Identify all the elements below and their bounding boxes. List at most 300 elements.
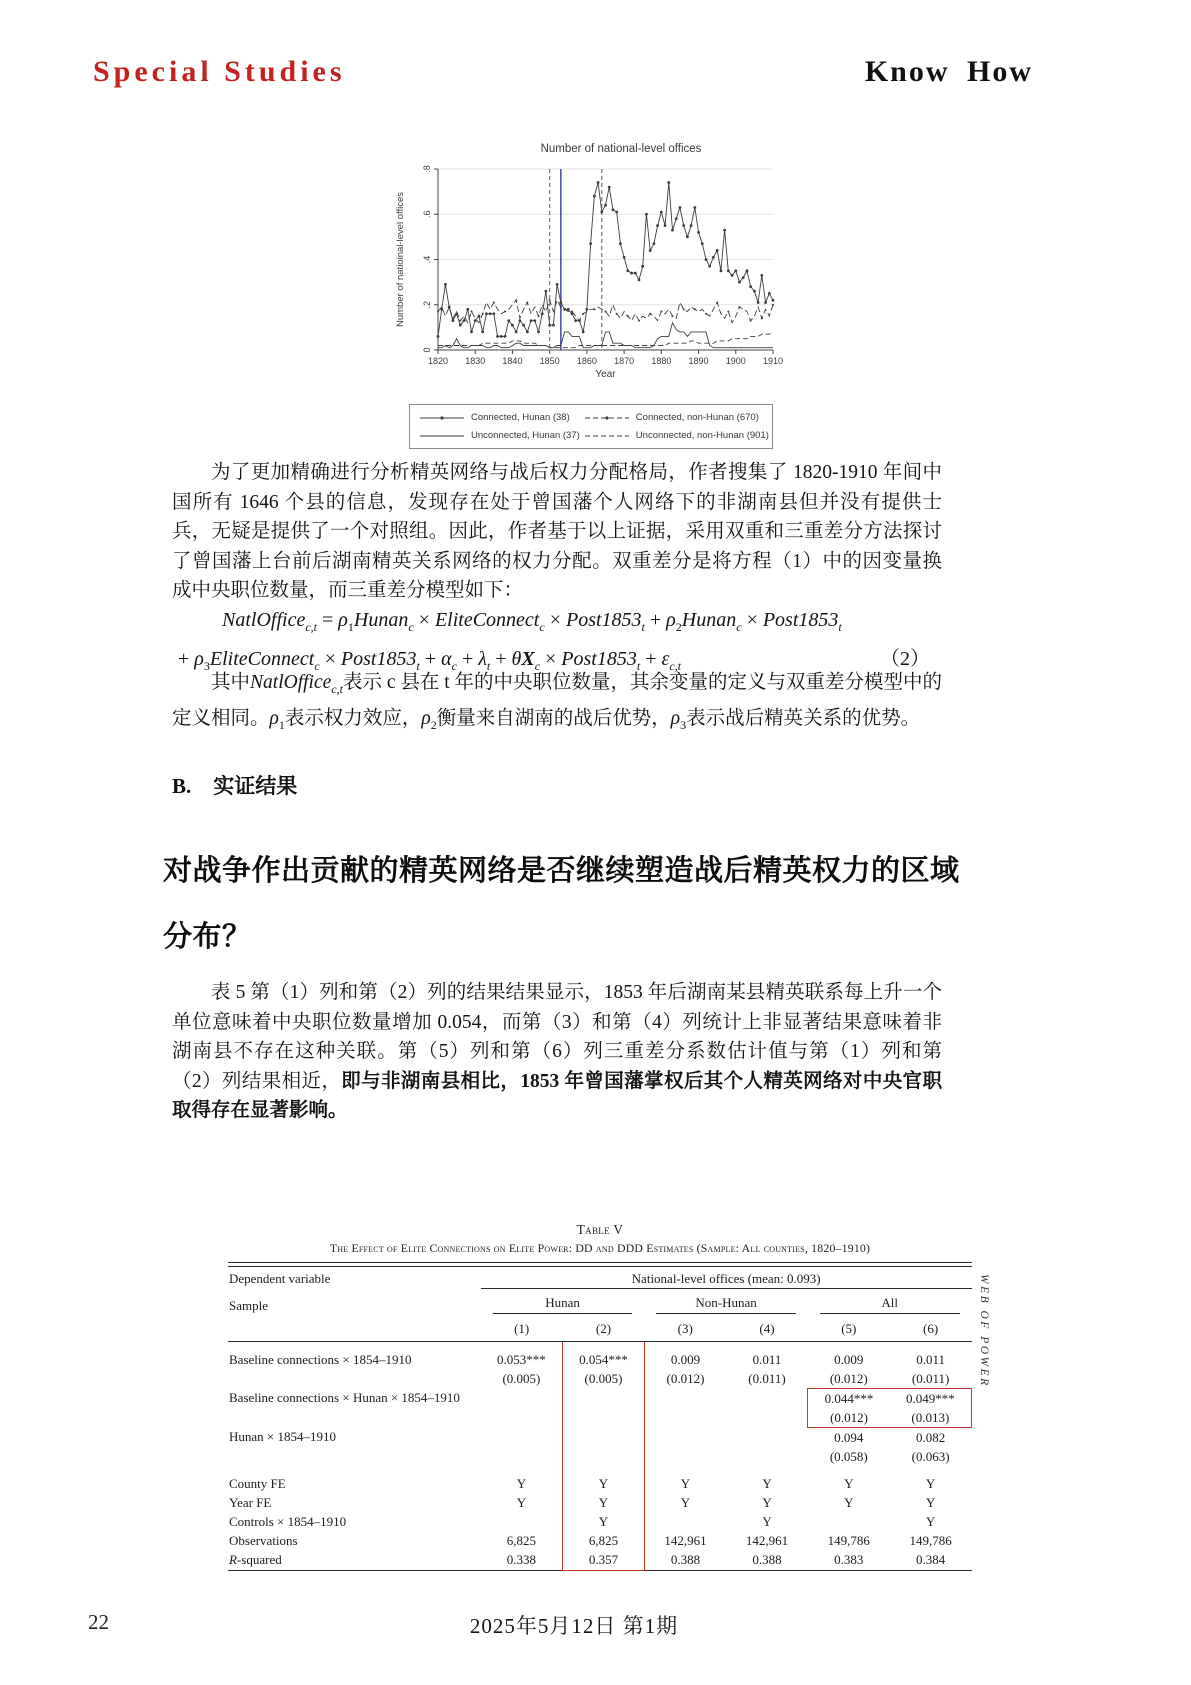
series-marker	[515, 331, 518, 334]
text-segment: Hunan	[681, 609, 737, 631]
series-marker	[660, 211, 663, 214]
table-cell	[481, 1447, 563, 1466]
series-marker	[556, 283, 559, 286]
table-cell: 0.053***	[497, 1351, 546, 1367]
table-cell: Hunan × 1854–1910	[229, 1429, 336, 1444]
table-cell: (0.012)	[808, 1408, 890, 1428]
text-segment: 表 5 第（1）列和第（2）列的结果结果显示，1853 年后湖南某县精英联系每上升一个单位意味着中央职位数量增加 0.054，而第（3）和第（4）列统计上非显著结果意味着非湖南县不存在这种关联。第（5）列和第（6）列三重差分系数估计值与第（1）列和第（2）列结果相近，	[172, 982, 942, 1092]
legend-line-sample	[419, 414, 465, 422]
table-cell: 0.338	[506, 1552, 537, 1567]
series-marker	[682, 224, 685, 227]
table-cell: Y	[925, 1514, 936, 1529]
x-tick-label: 1900	[725, 356, 746, 366]
text-segment: 即与非湖南县相比，1853 年曾国藩掌权后其个人精英网络对中央官职取得存在显著影响。	[172, 1070, 942, 1121]
table-cell	[563, 1428, 645, 1448]
x-tick-label: 1860	[576, 356, 597, 366]
text-segment: NatlOffice	[250, 672, 332, 693]
legend-item	[584, 430, 769, 441]
text-segment: c,t	[305, 620, 317, 634]
table-group-label: Hunan	[493, 1295, 633, 1314]
series-marker	[530, 319, 533, 322]
table-row	[228, 1551, 972, 1571]
series-marker	[739, 306, 741, 308]
series-marker	[760, 274, 763, 277]
series-marker	[616, 313, 618, 315]
table-cell: 0.388	[670, 1552, 701, 1567]
text-segment: 其中	[211, 672, 251, 693]
table-cell: (0.012)	[829, 1370, 868, 1386]
series-marker	[749, 285, 752, 288]
series-marker	[761, 317, 763, 319]
series-marker	[437, 311, 439, 313]
legend-label: Connected, Hunan (38)	[471, 412, 570, 423]
table-cell	[726, 1408, 808, 1428]
chart-title: Number of national-level offices	[540, 143, 702, 155]
table-row	[228, 1316, 972, 1342]
table-cell: Year FE	[229, 1495, 272, 1510]
table-cell: Baseline connections × Hunan × 1854–1910	[229, 1390, 460, 1405]
text-segment: +	[490, 648, 512, 670]
table-cell	[644, 1408, 726, 1428]
text-segment: ×	[544, 609, 566, 631]
table-cell: Y	[762, 1514, 772, 1529]
table-cell	[228, 1316, 481, 1342]
text-segment: ×	[413, 609, 435, 631]
series-marker	[604, 204, 607, 207]
series-marker	[463, 319, 466, 322]
series-marker	[485, 312, 488, 315]
table-cell	[563, 1447, 645, 1466]
text-segment: Post1853	[762, 609, 839, 631]
table-cell: (0.063)	[911, 1448, 950, 1464]
paragraph-results	[172, 978, 942, 1126]
table-row	[228, 1341, 972, 1369]
table-cell	[481, 1428, 563, 1448]
paragraph-methodology: 为了更加精确进行分析精英网络与战后权力分配格局，作者搜集了 1820-1910 年间中国所有 1646 个县的信息，发现存在处于曾国藩个人网络下的非湖南县但并没有提供士兵，无疑是提供了一个对照组。因此，作者基于以上证据，采用双重和三重差分方法探讨了曾国藩上台前后湖南精英关系网络的权力分配。双重差分是将方程（1）中的因变量换成中央职位数量，而三重差分模型如下：	[172, 462, 942, 601]
series-marker	[708, 265, 711, 268]
series-marker	[645, 213, 648, 216]
table-cell	[726, 1447, 808, 1466]
header-section-title: Special Studies	[93, 55, 346, 88]
big-question-heading: 对战争作出贡献的精英网络是否继续塑造战后精英权力的区域分布？	[163, 855, 960, 953]
series-marker	[459, 324, 462, 327]
y-tick-label: 0	[422, 347, 432, 353]
series-marker	[448, 306, 450, 308]
chart-legend	[409, 404, 773, 449]
text-segment: 表示战后精英关系的优势。	[686, 708, 921, 730]
section-heading-b	[172, 770, 297, 800]
table-cell: Y	[516, 1476, 527, 1491]
table-cell: 0.009	[670, 1351, 701, 1367]
table-row	[228, 1466, 972, 1494]
table-cell: 0.054***	[563, 1341, 645, 1369]
x-tick-label: 1850	[539, 356, 560, 366]
series-marker	[478, 315, 481, 318]
table-cell: Sample	[229, 1298, 268, 1313]
table-cell: (0.005)	[502, 1371, 541, 1386]
table-cell: (6)	[890, 1316, 972, 1342]
text-segment: +	[419, 648, 442, 670]
text-segment: =	[317, 609, 339, 631]
table-cell: Y	[925, 1495, 936, 1510]
series-marker	[567, 308, 570, 311]
series-marker	[746, 269, 749, 272]
x-tick-label: 1820	[427, 356, 449, 366]
series-marker	[649, 313, 651, 315]
series-marker	[574, 319, 577, 322]
series-marker	[615, 211, 618, 214]
y-axis-label: Number of natioinal-level offices	[395, 191, 406, 328]
series-marker	[496, 335, 499, 338]
text-segment: +	[456, 648, 479, 670]
series-marker	[511, 324, 514, 327]
text-segment: c	[736, 620, 742, 634]
table-cell: Y	[680, 1495, 691, 1510]
table-row	[228, 1389, 972, 1409]
series-marker	[619, 242, 622, 245]
x-tick-label: 1890	[688, 356, 709, 366]
table-cell: Y	[516, 1495, 527, 1510]
legend-label: Unconnected, Hunan (37)	[471, 430, 580, 441]
text-segment: EliteConnect	[209, 648, 315, 670]
table-cell: (1)	[481, 1316, 563, 1342]
table-cell	[808, 1289, 972, 1316]
text-segment: X	[521, 648, 535, 670]
series-marker	[571, 311, 573, 313]
series-marker	[671, 229, 674, 232]
page-number: 22	[88, 1610, 109, 1634]
series-marker	[656, 224, 659, 227]
series-marker	[466, 308, 469, 311]
series-marker	[474, 319, 477, 322]
issue-date: 2025年5月12日 第1期	[469, 1614, 679, 1638]
table-cell: R-squared	[229, 1552, 282, 1567]
text-segment: t	[838, 620, 842, 634]
table-cell: Y	[563, 1466, 645, 1494]
series-marker	[697, 231, 700, 234]
series-marker	[593, 195, 596, 198]
table-cell: 0.094	[834, 1429, 864, 1445]
text-segment: ρ	[194, 648, 204, 670]
series-marker	[705, 258, 708, 261]
series-marker	[727, 311, 729, 313]
series-marker	[734, 269, 737, 272]
table-group-label: Non-Hunan	[656, 1295, 796, 1314]
y-tick-label: .8	[422, 165, 432, 173]
table-cell: Y	[563, 1513, 645, 1532]
series-marker	[493, 301, 495, 303]
table-caption: The Effect of Elite Connections on Elite Power: DD and DDD Estimates (Sample: All counties, 1820–1910)	[329, 1241, 871, 1255]
legend-item	[419, 412, 580, 423]
series-marker	[612, 208, 615, 211]
text-segment: ×	[540, 648, 562, 670]
table-cell	[644, 1389, 726, 1409]
series-marker	[459, 320, 461, 322]
table-cell: Baseline connections × 1854–1910	[229, 1351, 412, 1367]
table-cell: (2)	[563, 1316, 645, 1342]
table-cell: (0.058)	[829, 1448, 868, 1464]
table-cell: 6,825	[563, 1532, 645, 1551]
table-cell: Dependent variable	[229, 1271, 331, 1286]
text-segment: ×	[741, 609, 763, 631]
text-segment: Post1853	[340, 648, 417, 670]
text-segment: 3	[203, 659, 210, 673]
series-marker	[481, 331, 484, 334]
line-chart	[391, 143, 791, 449]
table-cell	[808, 1513, 890, 1532]
table-cell: (0.011)	[748, 1371, 786, 1386]
series-marker	[690, 224, 693, 227]
series-marker	[585, 308, 588, 311]
series-marker	[638, 320, 640, 322]
series-marker	[768, 292, 771, 295]
text-segment: c	[539, 620, 545, 634]
text-segment: t	[636, 659, 641, 673]
paragraph-variable-definitions	[172, 668, 942, 741]
x-tick-label: 1910	[762, 356, 784, 366]
journal-side-label: WEB OF POWER	[978, 1274, 990, 1388]
series-marker	[492, 312, 495, 315]
text-segment: t	[486, 659, 491, 673]
series-marker	[589, 242, 592, 245]
y-tick-label: .2	[422, 300, 432, 309]
series-marker	[757, 301, 760, 304]
x-axis-label: Year	[595, 369, 616, 380]
table-cell: 142,961	[745, 1533, 789, 1548]
table-cell	[726, 1389, 808, 1409]
table-body	[228, 1269, 972, 1571]
text-segment: Post1853	[565, 609, 642, 631]
text-segment: c,t	[331, 681, 343, 696]
series-marker	[627, 315, 629, 317]
text-segment: ε	[661, 648, 670, 670]
series-line	[438, 332, 773, 348]
table-cell: 149,786	[827, 1533, 870, 1548]
series-marker	[649, 249, 652, 252]
series-marker	[538, 315, 540, 317]
series-marker	[638, 278, 641, 281]
table-cell	[644, 1289, 808, 1316]
series-marker	[716, 249, 719, 252]
series-marker	[652, 242, 655, 245]
text-segment: 表示权力效应，	[284, 708, 422, 730]
table-cell	[481, 1289, 645, 1316]
table-cell: 6,825	[506, 1533, 537, 1548]
series-marker	[675, 217, 678, 220]
text-segment: α	[441, 648, 452, 670]
series-marker	[608, 186, 611, 189]
legend-line-sample	[584, 414, 630, 422]
series-marker	[500, 335, 503, 338]
header-column-title: Know How	[864, 55, 1033, 88]
equation-line-2-body	[178, 648, 682, 673]
table-cell: Y	[680, 1476, 691, 1491]
series-marker	[712, 256, 715, 259]
text-segment: c	[314, 659, 320, 673]
table-cell: Y	[563, 1494, 645, 1513]
table-cell: 0.009	[834, 1351, 864, 1367]
table-cell: (0.005)	[563, 1369, 645, 1389]
section-title: 实证结果	[213, 774, 298, 798]
text-segment: c,t	[669, 659, 682, 673]
series-marker	[723, 229, 726, 232]
text-segment: c	[534, 659, 541, 673]
text-segment: +	[644, 609, 667, 631]
table-cell: (0.013)	[890, 1408, 972, 1428]
table-cell: 149,786	[909, 1533, 952, 1548]
table-row	[228, 1428, 972, 1448]
x-tick-label: 1870	[614, 356, 635, 366]
text-segment: c	[451, 659, 457, 673]
table-cell: 142,961	[664, 1533, 707, 1548]
series-marker	[630, 272, 633, 275]
series-marker	[693, 206, 696, 209]
series-marker	[582, 331, 585, 334]
series-marker	[444, 283, 447, 286]
text-segment: ρ	[269, 708, 279, 730]
series-marker	[582, 313, 584, 315]
series-marker	[549, 299, 551, 301]
series-marker	[593, 308, 595, 310]
series-marker	[526, 301, 528, 303]
text-segment: +	[178, 648, 195, 670]
series-marker	[522, 324, 525, 327]
table-row	[228, 1289, 972, 1316]
table-cell	[481, 1513, 563, 1532]
regression-table	[228, 1222, 990, 1571]
series-marker	[772, 304, 774, 306]
series-marker	[742, 276, 745, 279]
x-tick-label: 1830	[465, 356, 486, 366]
table-cell	[644, 1447, 726, 1466]
series-marker	[605, 311, 607, 313]
table-cell: Y	[762, 1476, 772, 1491]
series-marker	[701, 242, 704, 245]
table-cell	[563, 1408, 645, 1428]
text-segment: 衡量来自湖南的战后优势，	[436, 708, 671, 730]
series-marker	[507, 319, 510, 322]
series-marker	[727, 269, 730, 272]
table-cell: Y	[844, 1476, 854, 1491]
text-segment: NatlOffice	[222, 609, 306, 631]
series-marker	[504, 311, 506, 313]
table-cell: 0.357	[563, 1551, 645, 1571]
series-marker	[716, 301, 718, 303]
legend-label: Unconnected, non-Hunan (901)	[635, 430, 769, 441]
x-tick-label: 1880	[651, 356, 672, 366]
table-cell: (4)	[726, 1316, 808, 1342]
table-row	[228, 1513, 972, 1532]
text-segment: 2	[430, 718, 437, 733]
series-marker	[471, 311, 473, 313]
series-marker	[541, 312, 544, 315]
series-line	[438, 323, 773, 348]
text-segment: ×	[319, 648, 341, 670]
table-cell: Y	[762, 1495, 772, 1510]
text-segment: ρ	[666, 609, 676, 631]
equation-number: （2）	[880, 648, 930, 670]
text-segment: 1	[347, 620, 354, 634]
series-marker	[559, 301, 562, 304]
table-cell: National-level offices (mean: 0.093)	[481, 1269, 972, 1289]
series-marker	[753, 290, 756, 293]
series-marker	[597, 181, 600, 184]
table-cell	[726, 1428, 808, 1448]
table-cell: Y	[925, 1476, 936, 1491]
table-cell: 0.383	[834, 1552, 864, 1567]
text-segment: EliteConnect	[434, 609, 540, 631]
table-cell: Controls × 1854–1910	[229, 1514, 347, 1529]
series-marker	[641, 265, 644, 268]
text-segment: Post1853	[561, 648, 637, 670]
legend-label: Connected, non-Hunan (670)	[635, 412, 759, 423]
series-marker	[679, 206, 682, 209]
table-row	[228, 1269, 972, 1289]
x-tick-label: 1840	[502, 356, 523, 366]
series-marker	[660, 311, 662, 313]
table-cell: 0.049***	[890, 1389, 972, 1409]
series-marker	[664, 224, 667, 227]
table-cell: (5)	[808, 1316, 890, 1342]
series-marker	[764, 301, 767, 304]
y-tick-label: .6	[422, 210, 432, 219]
series-marker	[623, 256, 626, 259]
legend-line-sample	[419, 432, 465, 440]
series-marker	[526, 331, 529, 334]
text-segment: 表示 c 县在 t 年的中央职位数量，其余变量的定义与双重差分模型中的定义相同。	[172, 672, 943, 730]
series-marker	[626, 269, 629, 272]
text-segment: t	[416, 659, 420, 673]
text-segment: 2	[675, 620, 682, 634]
table-cell	[481, 1408, 563, 1428]
series-marker	[518, 319, 521, 322]
series-marker	[772, 299, 775, 302]
table-cell: 0.384	[915, 1552, 946, 1567]
table-cell: 0.011	[916, 1351, 945, 1367]
series-marker	[750, 320, 752, 322]
section-label: B.	[172, 774, 192, 798]
table-cell: Y	[844, 1495, 854, 1510]
series-marker	[548, 324, 551, 327]
series-marker	[451, 319, 454, 322]
series-marker	[731, 274, 734, 277]
text-segment: ρ	[338, 609, 348, 631]
text-segment: c	[408, 620, 414, 634]
series-marker	[489, 312, 492, 315]
series-marker	[667, 181, 670, 184]
y-tick-label: .4	[422, 255, 432, 264]
series-marker	[470, 331, 473, 334]
series-marker	[552, 324, 555, 327]
table-row	[228, 1532, 972, 1551]
series-marker	[672, 315, 674, 317]
table-cell: Observations	[229, 1533, 298, 1548]
text-segment: +	[640, 648, 662, 670]
table-cell: 0.044***	[808, 1389, 890, 1409]
table-cell: 0.388	[752, 1552, 782, 1567]
table-double-rule	[228, 1262, 972, 1267]
table-cell: (0.011)	[911, 1370, 950, 1386]
text-segment: λ	[478, 648, 487, 670]
table-cell	[644, 1428, 726, 1448]
text-segment: Hunan	[353, 609, 409, 631]
legend-item	[419, 430, 580, 441]
series-marker	[738, 281, 741, 284]
series-marker	[705, 313, 707, 315]
table-cell: 0.011	[752, 1351, 782, 1367]
table-group-label: All	[820, 1295, 960, 1314]
series-marker	[515, 299, 517, 301]
